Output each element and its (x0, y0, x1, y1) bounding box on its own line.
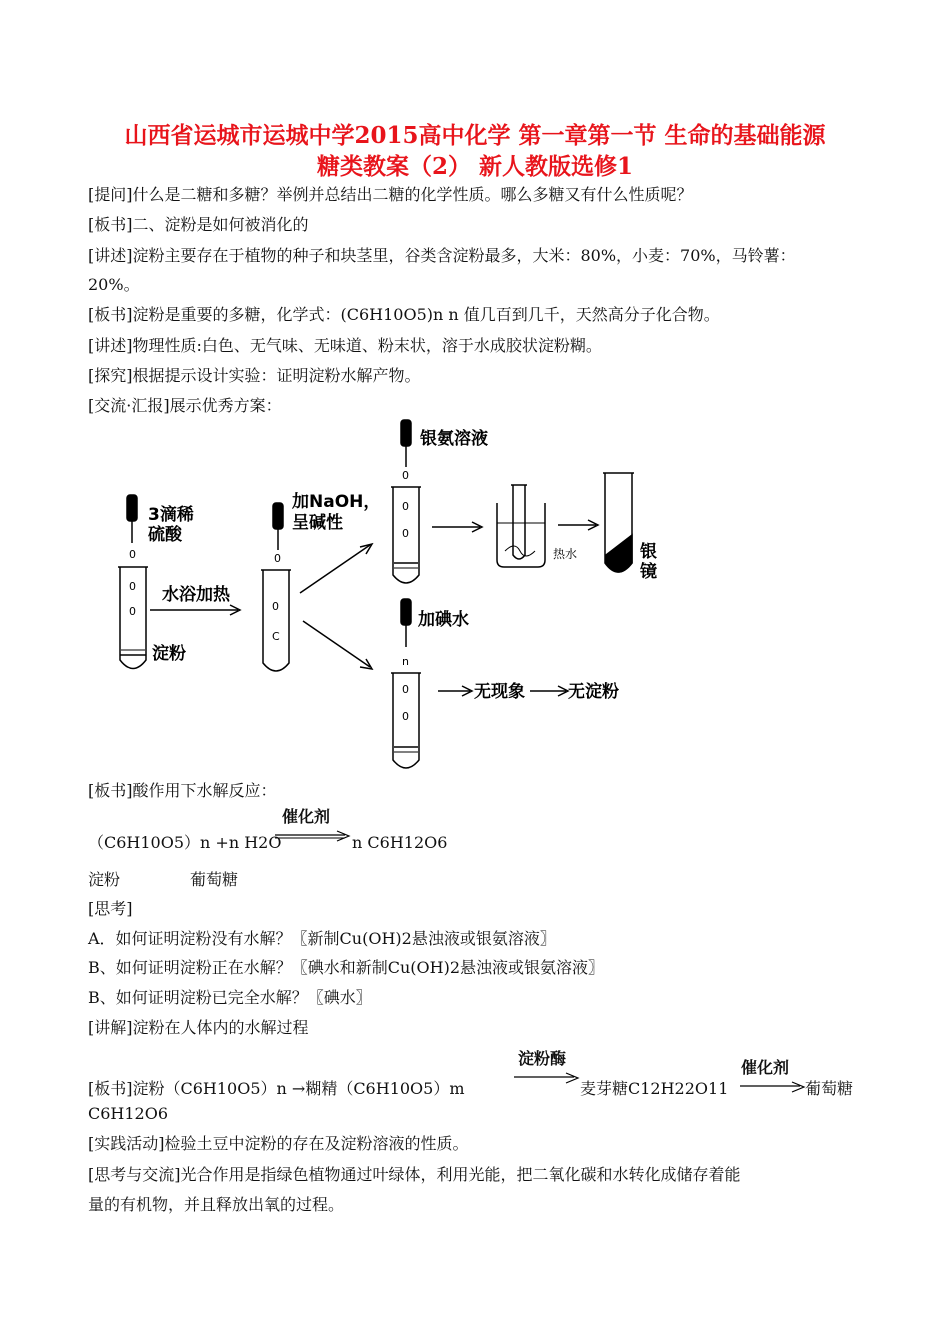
test-tube-2 (261, 570, 291, 671)
label-mirror-1: 银 (640, 542, 657, 562)
label-naoh-2: 呈碱性 (292, 513, 343, 533)
equation-2-part-b: 麦芽糖C12H22O11 (580, 1079, 729, 1098)
label-acid-2: 硫酸 (148, 525, 182, 545)
practice-line: [实践活动]检验土豆中淀粉的存在及淀粉溶液的性质。 (88, 1134, 469, 1153)
label-no-starch: 无淀粉 (568, 682, 619, 702)
think-line: [思考] (88, 899, 133, 918)
experiment-diagram (0, 415, 950, 780)
svg-text:0: 0 (129, 548, 136, 561)
label-no-change: 无现象 (474, 682, 525, 702)
equation-2-arrow-1 (512, 1070, 582, 1084)
dropper-3 (401, 420, 411, 467)
label-starch: 淀粉 (152, 644, 186, 664)
svg-text:C: C (272, 630, 280, 643)
arrow-to-mirror (558, 520, 598, 530)
equation-1-label-glucose: 葡萄糖 (190, 870, 239, 889)
board-line-2: [板书]淀粉是重要的多糖，化学式：(C6H10O5)n n 值几百到几千，天然高分子化合物。 (88, 305, 720, 324)
arrow-heat (150, 605, 240, 615)
explain-line: [讲解]淀粉在人体内的水解过程 (88, 1018, 309, 1037)
svg-text:0: 0 (402, 683, 409, 696)
board-line-3: [板书]酸作用下水解反应： (88, 781, 277, 800)
document-title-line-1: 山西省运城市运城中学2015高中化学 第一章第一节 生命的基础能源 (124, 122, 826, 149)
document-title-line-2: 糖类教案（2） 新人教版选修1 (316, 153, 633, 180)
equation-1-right: n C6H12O6 (352, 833, 448, 852)
label-mirror-2: 镜 (640, 562, 657, 582)
narration-line-1b: 20%。 (88, 275, 140, 294)
narration-line-2: [讲述]物理性质:白色、无气味、无味道、粉末状，溶于水成胶状淀粉糊。 (88, 336, 602, 355)
svg-text:0: 0 (402, 469, 409, 482)
label-acid-1: 3滴稀 (148, 505, 194, 525)
narration-line-1a: [讲述]淀粉主要存在于植物的种子和块茎里，谷类含淀粉最多，大米：80%，小麦：70%，马铃薯： (88, 246, 796, 265)
arrow-to-beaker (432, 522, 482, 532)
exchange-line: [交流·汇报]展示优秀方案： (88, 396, 282, 415)
equation-1-catalyst: 催化剂 (282, 807, 331, 826)
question-b: B、如何证明淀粉正在水解？〖碘水和新制Cu(OH)2悬浊液或银氨溶液〗 (88, 958, 605, 977)
inquiry-line: [探究]根据提示设计实验：证明淀粉水解产物。 (88, 366, 421, 385)
dropper-1 (127, 495, 137, 543)
equation-1-arrow (273, 828, 353, 842)
arrow-up-branch (300, 544, 372, 593)
test-tube-silver-mirror (603, 473, 634, 572)
dropper-4 (401, 599, 411, 647)
svg-text:0: 0 (129, 605, 136, 618)
svg-text:0: 0 (272, 600, 279, 613)
think-exchange-line-b: 量的有机物，并且释放出氧的过程。 (88, 1195, 345, 1214)
label-hot-water: 热水 (553, 547, 578, 561)
svg-text:0: 0 (402, 527, 409, 540)
arrow-down-branch (303, 621, 372, 669)
equation-1-label-starch: 淀粉 (88, 870, 121, 889)
arrow-no-change (438, 686, 472, 696)
equation-2-part-a: [板书]淀粉（C6H10O5）n →糊精（C6H10O5）m (88, 1079, 465, 1098)
svg-text:0: 0 (402, 710, 409, 723)
equation-2-catalyst-1: 淀粉酶 (518, 1049, 567, 1068)
equation-2-catalyst-2: 催化剂 (741, 1058, 790, 1077)
question-line: [提问]什么是二糖和多糖？举例并总结出二糖的化学性质。哪么多糖又有什么性质呢？ (88, 185, 693, 204)
label-silver-ammonia: 银氨溶液 (420, 429, 488, 449)
equation-1-left: （C6H10O5）n +n H2O (88, 833, 282, 852)
think-exchange-line-a: [思考与交流]光合作用是指绿色植物通过叶绿体，利用光能，把二氧化碳和水转化成储存着能 (88, 1165, 741, 1184)
equation-2-part-c: 葡萄糖 (805, 1079, 854, 1098)
label-water-bath-heat: 水浴加热 (162, 585, 230, 605)
equation-2-part-d: C6H12O6 (88, 1104, 169, 1123)
svg-text:0: 0 (274, 552, 281, 565)
question-a: A．如何证明淀粉没有水解？〖新制Cu(OH)2悬浊液或银氨溶液〗 (88, 929, 556, 948)
question-c: B、如何证明淀粉已完全水解？〖碘水〗 (88, 988, 372, 1007)
svg-text:0: 0 (129, 580, 136, 593)
svg-text:0: 0 (402, 500, 409, 513)
beaker (497, 485, 545, 567)
board-line-1: [板书]二、淀粉是如何被消化的 (88, 215, 309, 234)
svg-text:n: n (402, 655, 409, 668)
arrow-no-starch (530, 686, 568, 696)
label-iodine: 加碘水 (418, 610, 469, 630)
label-naoh-1: 加NaOH， (292, 492, 381, 512)
equation-2-arrow-2 (738, 1079, 808, 1093)
dropper-2 (273, 503, 283, 550)
